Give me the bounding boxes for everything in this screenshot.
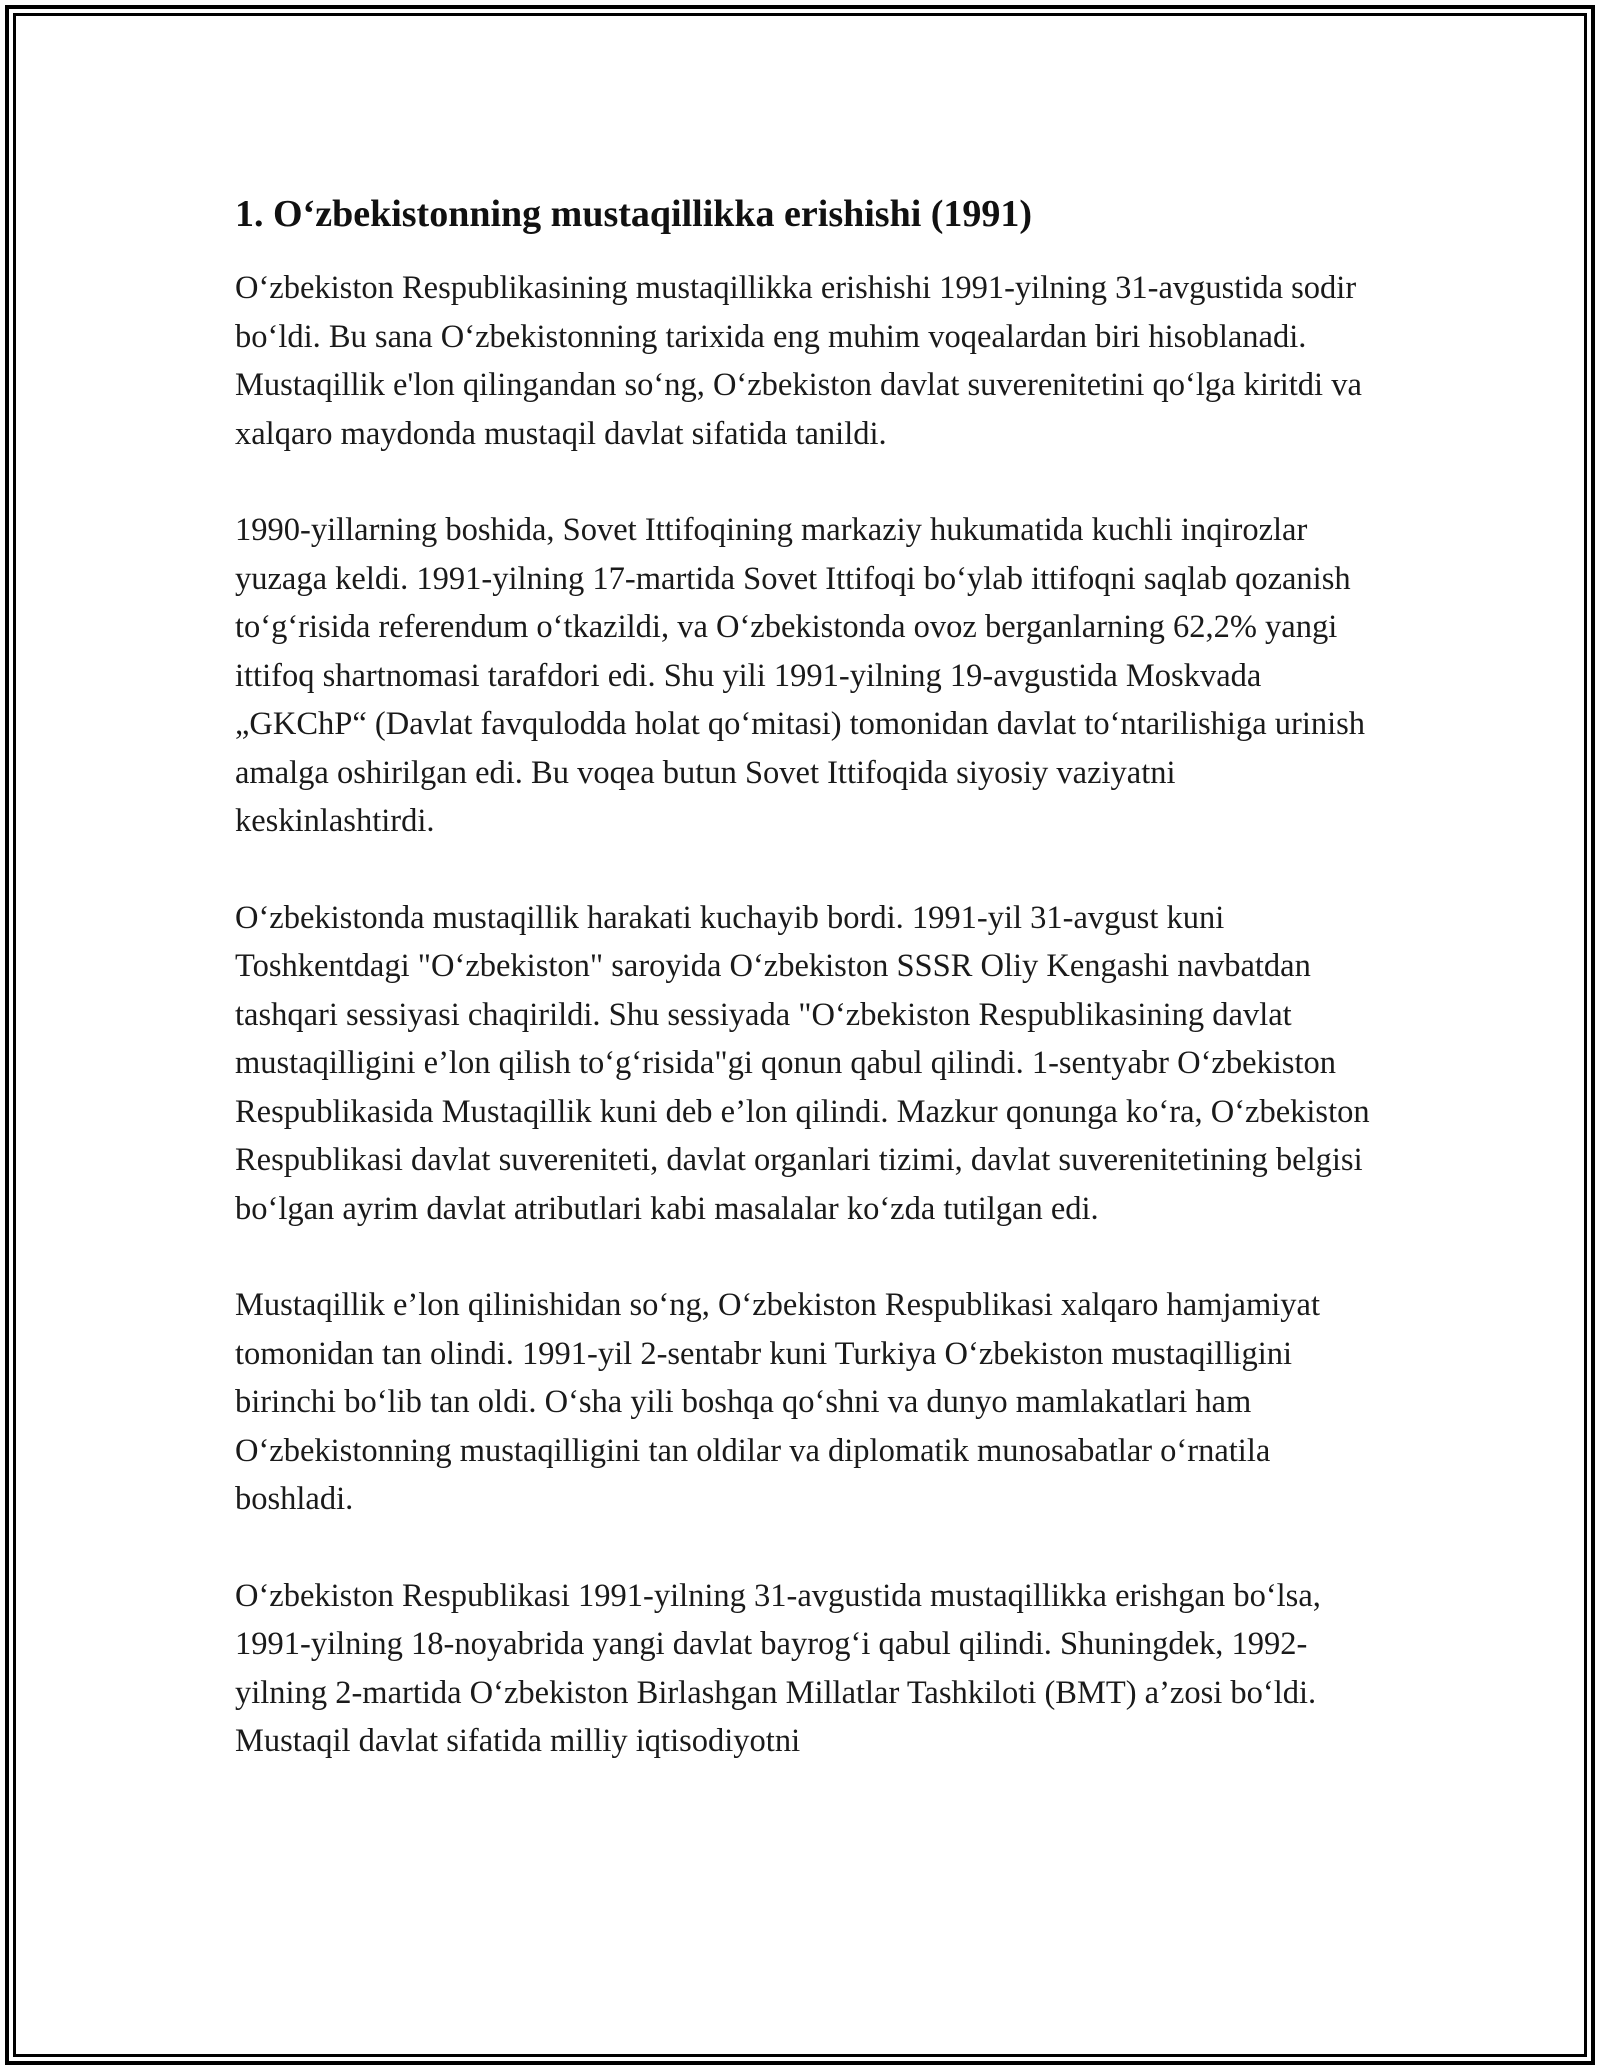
paragraph-3: O‘zbekistonda mustaqillik harakati kuchayib bordi. 1991-yil 31-avgust kuni Toshkentdagi "O‘zbekiston" saroyida O‘zbekiston SSSR Oliy Kengashi navbatdan tashqari sessiyasi chaqirildi. Shu sessiyada "O‘zbekiston Respublikasining davlat mustaqilligini e’lon qilish to‘g‘risida"gi qonun qabul qilindi. 1-sentyabr O‘zbekiston Respublikasida Mustaqillik kuni deb e’lon qilindi. Mazkur qonunga ko‘ra, O‘zbekiston Respublikasi davlat suvereniteti, davlat organlari tizimi, davlat suverenitetining belgisi bo‘lgan ayrim davlat atributlari kabi masalalar ko‘zda tutilgan edi. (235, 899, 1370, 1227)
paragraph-5: O‘zbekiston Respublikasi 1991-yilning 31-avgustida mustaqillikka erishgan bo‘lsa, 1991-yilning 18-noyabrida yangi davlat bayrog‘i qabul qilindi. Shuningdek, 1992-yilning 2-martida O‘zbekiston Birlashgan Millatlar Tashkiloti (BMT) a’zosi bo‘ldi. Mustaqil davlat sifatida milliy iqtisodiyotni (235, 1577, 1321, 1759)
paragraph-2: 1990-yillarning boshida, Sovet Ittifoqining markaziy hukumatida kuchli inqirozlar yuzaga keldi. 1991-yilning 17-martida Sovet Ittifoqi bo‘ylab ittifoqni saqlab qozanish to‘g‘risida referendum o‘tkazildi, va O‘zbekistonda ovoz berganlarning 62,2% yangi ittifoq shartnomasi tarafdori edi. Shu yili 1991-yilning 19-avgustida Moskvada „GKChP“ (Davlat favqulodda holat qo‘mitasi) tomonidan davlat to‘ntarilishiga urinish amalga oshirilgan edi. Bu voqea butun Sovet Ittifoqida siyosiy vaziyatni keskinlashtirdi. (235, 512, 1366, 839)
document-body (235, 186, 1375, 1814)
paragraph-4: Mustaqillik e’lon qilinishidan so‘ng, O‘zbekiston Respublikasi xalqaro hamjamiyat tomonidan tan olindi. 1991-yil 2-sentabr kuni Turkiya O‘zbekiston mustaqilligini birinchi bo‘lib tan oldi. O‘sha yili boshqa qo‘shni va dunyo mamlakatlari ham O‘zbekistonning mustaqilligini tan oldilar va diplomatik munosabatlar o‘rnatila boshladi. (235, 1287, 1320, 1517)
paragraph-1: O‘zbekiston Respublikasining mustaqillikka erishishi 1991-yilning 31-avgustida sodir bo‘ldi. Bu sana O‘zbekistonning tarixida eng muhim voqealardan biri hisoblanadi. Mustaqillik e'lon qilingandan so‘ng, O‘zbekiston davlat suverenitetini qo‘lga kiritdi va xalqaro maydonda mustaqil davlat sifatida tanildi. (235, 270, 1362, 452)
page-title: 1. O‘zbekistonning mustaqillikka erishishi (1991) (235, 193, 1033, 235)
